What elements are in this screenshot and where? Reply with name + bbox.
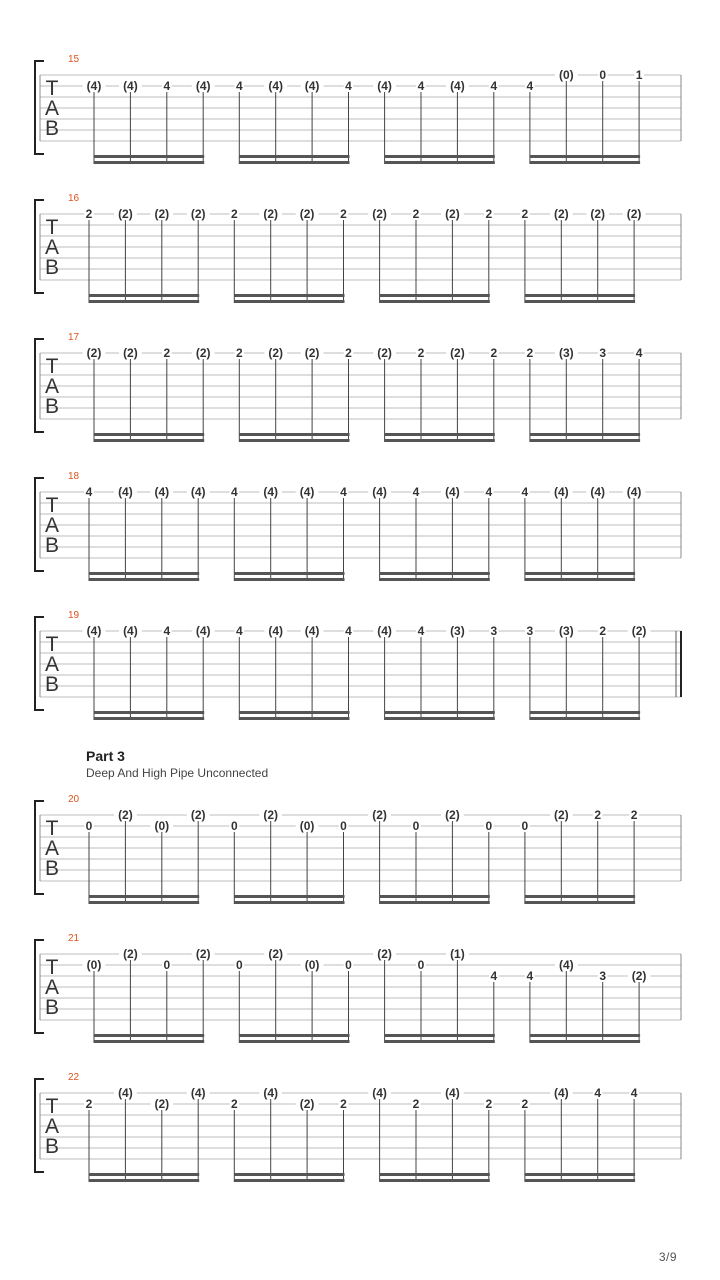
fret-number: (4): [377, 79, 392, 93]
fret-number: 2: [526, 346, 534, 360]
fret-number: (4): [377, 624, 392, 638]
fret-number: 2: [599, 624, 607, 638]
measure-number: 16: [68, 193, 80, 204]
fret-number: (2): [631, 624, 647, 638]
beam: [530, 439, 640, 442]
tab-clef-letter: T: [45, 633, 59, 656]
beam: [239, 717, 349, 720]
measure-number: 15: [68, 54, 80, 65]
tab-clef-letter: A: [44, 837, 60, 860]
beam: [380, 578, 490, 581]
fret-number: 2: [417, 346, 425, 360]
beam: [234, 578, 344, 581]
beam: [234, 572, 344, 575]
fret-number: 4: [235, 624, 243, 638]
fret-number: (2): [377, 346, 392, 360]
fret-number: (4): [553, 485, 569, 499]
tab-clef-letter: T: [45, 956, 59, 979]
fret-number: 0: [485, 819, 493, 833]
beam: [525, 572, 635, 575]
tab-clef-letter: A: [44, 514, 60, 537]
fret-number: 4: [630, 1086, 638, 1100]
fret-number: (3): [450, 624, 465, 638]
fret-number: 2: [230, 207, 238, 221]
beam: [380, 895, 490, 898]
beam: [385, 1040, 495, 1043]
fret-number: 0: [599, 68, 607, 82]
fret-number: 0: [230, 819, 238, 833]
fret-number: 2: [521, 1097, 529, 1111]
fret-number: (2): [372, 207, 387, 221]
fret-number: (2): [450, 346, 465, 360]
fret-number: (4): [190, 1086, 206, 1100]
tab-clef-letter: B: [44, 1135, 60, 1158]
fret-number: 2: [340, 1097, 347, 1111]
tab-clef-letter: B: [44, 395, 60, 418]
fret-number: 0: [340, 819, 347, 833]
fret-number: 3: [599, 346, 607, 360]
fret-number: (2): [118, 808, 133, 822]
beam: [525, 294, 635, 297]
fret-number: (2): [553, 207, 569, 221]
fret-number: 2: [85, 1097, 93, 1111]
fret-number: (4): [118, 485, 133, 499]
measure-number: 19: [68, 610, 80, 621]
beam: [94, 161, 204, 164]
fret-number: (4): [86, 79, 102, 93]
fret-number: (2): [154, 1097, 170, 1111]
beam: [385, 1034, 495, 1037]
tab-clef-letter: A: [44, 1115, 60, 1138]
beam: [530, 1040, 640, 1043]
fret-number: (2): [268, 947, 284, 961]
fret-number: (2): [377, 947, 392, 961]
beam: [530, 711, 640, 714]
tab-clef-letter: A: [44, 375, 60, 398]
fret-number: (4): [195, 79, 211, 93]
beam: [94, 433, 204, 436]
section-title: Part 3: [86, 748, 125, 764]
beam: [385, 433, 495, 436]
beam: [380, 1179, 490, 1182]
fret-number: (2): [304, 346, 320, 360]
fret-number: 4: [594, 1086, 602, 1100]
fret-number: (4): [558, 958, 574, 972]
fret-number: (2): [154, 207, 170, 221]
tab-clef-letter: B: [44, 117, 60, 140]
beam: [89, 895, 199, 898]
fret-number: (4): [123, 624, 138, 638]
beam: [525, 901, 635, 904]
beam: [239, 1034, 349, 1037]
fret-number: (0): [86, 958, 102, 972]
beam: [94, 711, 204, 714]
measure-number: 22: [68, 1072, 80, 1083]
beam: [380, 901, 490, 904]
fret-number: (4): [263, 1086, 279, 1100]
beam: [89, 294, 199, 297]
tab-clef-letter: B: [44, 857, 60, 880]
fret-number: (4): [304, 79, 320, 93]
fret-number: (4): [268, 624, 284, 638]
page-number: 3/9: [658, 1250, 677, 1264]
fret-number: 0: [417, 958, 425, 972]
fret-number: 0: [345, 958, 352, 972]
fret-number: 3: [599, 969, 607, 983]
beam: [525, 300, 635, 303]
fret-number: (2): [263, 808, 279, 822]
fret-number: 2: [230, 1097, 238, 1111]
fret-number: (4): [445, 485, 460, 499]
beam: [94, 1034, 204, 1037]
beam: [525, 895, 635, 898]
fret-number: (2): [299, 207, 315, 221]
fret-number: (2): [590, 207, 606, 221]
beam: [380, 294, 490, 297]
beam: [385, 439, 495, 442]
fret-number: (2): [263, 207, 279, 221]
beam: [530, 717, 640, 720]
section-subtitle: Deep And High Pipe Unconnected: [86, 766, 269, 780]
fret-number: 4: [85, 485, 93, 499]
fret-number: 2: [340, 207, 347, 221]
measure-number: 18: [68, 471, 80, 482]
fret-number: (2): [299, 1097, 315, 1111]
fret-number: 2: [594, 808, 602, 822]
fret-number: (2): [553, 808, 569, 822]
fret-number: (4): [626, 485, 642, 499]
fret-number: 2: [485, 207, 493, 221]
measure-number: 20: [68, 794, 80, 805]
beam: [530, 155, 640, 158]
beam: [239, 1040, 349, 1043]
beam: [239, 155, 349, 158]
fret-number: 1: [635, 68, 643, 82]
beam: [385, 717, 495, 720]
beam: [380, 1173, 490, 1176]
beam: [234, 895, 344, 898]
fret-number: 3: [526, 624, 534, 638]
tab-clef-letter: T: [45, 817, 59, 840]
tab-clef-letter: T: [45, 494, 59, 517]
fret-number: (3): [558, 624, 574, 638]
fret-number: 3: [490, 624, 498, 638]
fret-number: 2: [490, 346, 498, 360]
beam: [525, 1173, 635, 1176]
beam: [530, 433, 640, 436]
beam: [234, 1173, 344, 1176]
tab-clef-letter: B: [44, 256, 60, 279]
beam: [385, 161, 495, 164]
beam: [239, 161, 349, 164]
fret-number: 4: [230, 485, 238, 499]
fret-number: 2: [412, 207, 420, 221]
fret-number: 4: [345, 624, 352, 638]
fret-number: 4: [235, 79, 243, 93]
tab-clef-letter: B: [44, 534, 60, 557]
fret-number: 2: [412, 1097, 420, 1111]
tab-clef-letter: T: [45, 216, 59, 239]
beam: [89, 1179, 199, 1182]
fret-number: (4): [299, 485, 315, 499]
fret-number: 4: [526, 79, 534, 93]
fret-number: (4): [304, 624, 320, 638]
beam: [530, 161, 640, 164]
beam: [525, 1179, 635, 1182]
fret-number: 4: [163, 624, 171, 638]
beam: [94, 155, 204, 158]
beam: [89, 1173, 199, 1176]
tab-clef-letter: T: [45, 1095, 59, 1118]
fret-number: (4): [445, 1086, 460, 1100]
tab-clef-letter: A: [44, 653, 60, 676]
beam: [234, 901, 344, 904]
fret-number: (4): [154, 485, 170, 499]
fret-number: (3): [558, 346, 574, 360]
tab-clef-letter: T: [45, 77, 59, 100]
fret-number: (2): [190, 808, 206, 822]
fret-number: 4: [485, 485, 493, 499]
beam: [239, 711, 349, 714]
beam: [385, 155, 495, 158]
tab-clef-letter: B: [44, 996, 60, 1019]
beam: [380, 572, 490, 575]
beam: [89, 572, 199, 575]
beam: [525, 578, 635, 581]
fret-number: (2): [445, 808, 460, 822]
beam: [94, 717, 204, 720]
tab-clef-letter: A: [44, 97, 60, 120]
fret-number: (4): [86, 624, 102, 638]
beam: [234, 294, 344, 297]
fret-number: (4): [190, 485, 206, 499]
fret-number: (0): [304, 958, 320, 972]
fret-number: (0): [154, 819, 170, 833]
fret-number: 4: [490, 79, 498, 93]
fret-number: (4): [590, 485, 606, 499]
fret-number: 0: [521, 819, 529, 833]
beam: [94, 439, 204, 442]
tab-clef-letter: A: [44, 236, 60, 259]
fret-number: 0: [163, 958, 171, 972]
fret-number: 0: [412, 819, 420, 833]
fret-number: (2): [195, 947, 211, 961]
fret-number: (4): [195, 624, 211, 638]
fret-number: (2): [190, 207, 206, 221]
tab-clef-letter: A: [44, 976, 60, 999]
fret-number: (2): [123, 346, 138, 360]
beam: [239, 433, 349, 436]
fret-number: 4: [417, 79, 425, 93]
fret-number: 2: [345, 346, 352, 360]
fret-number: (2): [626, 207, 642, 221]
fret-number: (4): [372, 485, 387, 499]
fret-number: 2: [163, 346, 171, 360]
fret-number: 4: [345, 79, 352, 93]
beam: [234, 1179, 344, 1182]
fret-number: 4: [417, 624, 425, 638]
fret-number: 2: [485, 1097, 493, 1111]
fret-number: 4: [635, 346, 643, 360]
fret-number: 4: [340, 485, 347, 499]
beam: [239, 439, 349, 442]
fret-number: (4): [118, 1086, 133, 1100]
fret-number: (4): [123, 79, 138, 93]
fret-number: (4): [372, 1086, 387, 1100]
measure-number: 17: [68, 332, 80, 343]
beam: [89, 578, 199, 581]
fret-number: (4): [268, 79, 284, 93]
fret-number: (2): [372, 808, 387, 822]
fret-number: (2): [445, 207, 460, 221]
fret-number: (2): [123, 947, 138, 961]
fret-number: (2): [86, 346, 102, 360]
fret-number: 0: [85, 819, 93, 833]
measure-number: 21: [68, 933, 80, 944]
beam: [530, 1034, 640, 1037]
beam: [89, 300, 199, 303]
fret-number: (4): [450, 79, 465, 93]
fret-number: 4: [412, 485, 420, 499]
tab-clef-letter: T: [45, 355, 59, 378]
fret-number: (0): [299, 819, 315, 833]
fret-number: 2: [521, 207, 529, 221]
fret-number: (2): [118, 207, 133, 221]
fret-number: 4: [490, 969, 498, 983]
fret-number: (0): [558, 68, 574, 82]
fret-number: (4): [263, 485, 279, 499]
fret-number: (4): [553, 1086, 569, 1100]
fret-number: 4: [526, 969, 534, 983]
fret-number: (1): [450, 947, 465, 961]
beam: [94, 1040, 204, 1043]
beam: [234, 300, 344, 303]
tab-clef-letter: B: [44, 673, 60, 696]
beam: [89, 901, 199, 904]
fret-number: 2: [630, 808, 638, 822]
fret-number: 0: [235, 958, 243, 972]
fret-number: 2: [85, 207, 93, 221]
fret-number: 2: [235, 346, 243, 360]
fret-number: 4: [521, 485, 529, 499]
fret-number: (2): [268, 346, 284, 360]
fret-number: 4: [163, 79, 171, 93]
fret-number: (2): [195, 346, 211, 360]
beam: [385, 711, 495, 714]
beam: [380, 300, 490, 303]
fret-number: (2): [631, 969, 647, 983]
